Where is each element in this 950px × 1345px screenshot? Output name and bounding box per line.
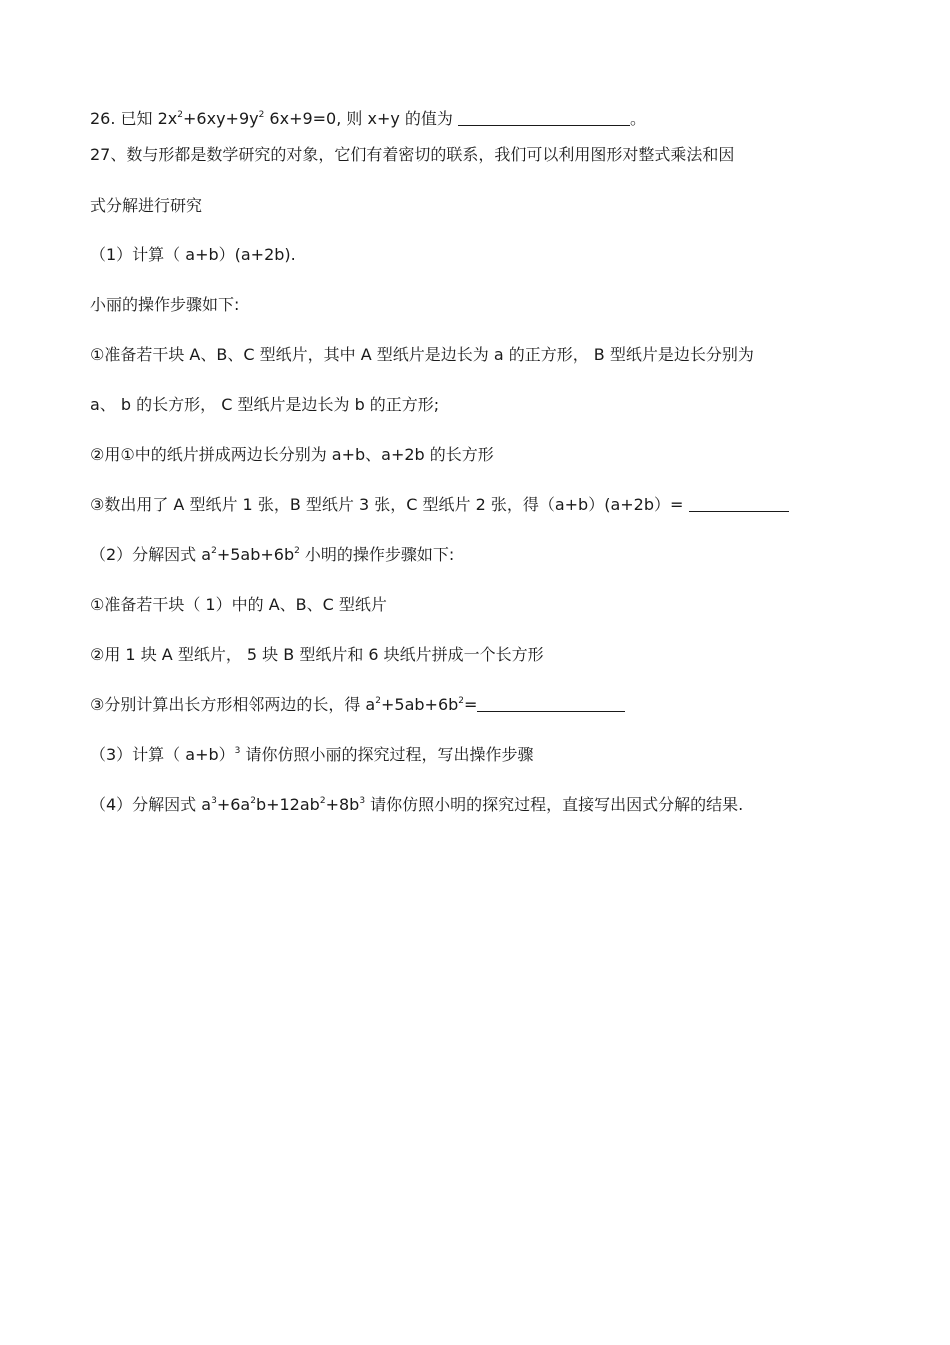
q26-prefix: 26. 已知 2x xyxy=(90,109,178,128)
q27-part2-step2: ②用 1 块 A 型纸片， 5 块 B 型纸片和 6 块纸片拼成一个长方形 xyxy=(90,645,544,664)
question-26 xyxy=(90,107,646,131)
q27-part2-title xyxy=(90,543,454,567)
q27-part2-answer-blank[interactable] xyxy=(477,697,625,712)
q27-part2-step3-a: ③分别计算出长方形相邻两边的长，得 a xyxy=(90,695,376,714)
q27-part3-exp: 3 xyxy=(234,746,241,756)
q27-part2-step3-exp1: 2 xyxy=(375,696,381,706)
q27-intro-line-1: 27、数与形都是数学研究的对象，它们有着密切的联系，我们可以利用图形对整式乘法和因 xyxy=(90,145,735,164)
q27-part3-text-b: 请你仿照小丽的探究过程，写出操作步骤 xyxy=(240,745,534,764)
q27-part2-title-exp1: 2 xyxy=(211,546,217,556)
q27-part4-exp2: 2 xyxy=(250,796,256,806)
q27-part1-title: （1）计算（ a+b）(a+2b). xyxy=(90,245,296,264)
q27-part2-title-c: 小明的操作步骤如下: xyxy=(299,545,455,564)
q26-answer-blank[interactable] xyxy=(458,111,630,126)
q27-part2-step1: ①准备若干块（ 1）中的 A、B、C 型纸片 xyxy=(90,595,387,614)
q27-part1-step1-line2: a、 b 的长方形， C 型纸片是边长为 b 的正方形; xyxy=(90,395,440,414)
q27-part4-text-e: 请你仿照小明的探究过程，直接写出因式分解的结果. xyxy=(365,795,744,814)
q27-part2-step3-c: = xyxy=(464,695,478,714)
q27-part1-steps-intro: 小丽的操作步骤如下: xyxy=(90,295,240,314)
q27-part4 xyxy=(90,793,743,817)
q27-part1-step3-text: ③数出用了 A 型纸片 1 张，B 型纸片 3 张，C 型纸片 2 张，得（a+b）(a+2b）= xyxy=(90,495,689,514)
q27-part4-exp1: 3 xyxy=(211,796,217,806)
q27-part2-step3-exp2: 2 xyxy=(458,696,465,706)
q27-part3 xyxy=(90,743,533,767)
q26-suffix: 。 xyxy=(630,109,647,128)
q27-part2-step3 xyxy=(90,693,625,717)
q27-part4-text-b: +6a xyxy=(216,795,251,814)
q26-middle-2: 6x+9=0, 则 x+y 的值为 xyxy=(264,109,459,128)
q26-middle-1: +6xy+9y xyxy=(183,109,259,128)
q27-part1-answer-blank[interactable] xyxy=(689,497,789,512)
q27-intro-line-2: 式分解进行研究 xyxy=(90,196,203,215)
q27-part2-title-exp2: 2 xyxy=(294,546,300,556)
q27-part1-step2: ②用①中的纸片拼成两边长分别为 a+b、a+2b 的长方形 xyxy=(90,445,494,464)
q27-part2-title-a: （2）分解因式 a xyxy=(90,545,212,564)
q27-part4-text-c: b+12ab xyxy=(255,795,320,814)
q26-exponent-2: 2 xyxy=(258,110,265,120)
q27-part3-text-a: （3）计算（ a+b） xyxy=(90,745,235,764)
q27-part1-step3 xyxy=(90,493,789,517)
q27-part2-title-b: +5ab+6b xyxy=(216,545,295,564)
q27-part2-step3-b: +5ab+6b xyxy=(380,695,459,714)
q26-exponent-1: 2 xyxy=(177,110,184,120)
q27-part1-step1-line1: ①准备若干块 A、B、C 型纸片，其中 A 型纸片是边长为 a 的正方形， B 型纸片是边长分别为 xyxy=(90,345,754,364)
q27-part4-text-d: +8b xyxy=(325,795,360,814)
q27-part4-text-a: （4）分解因式 a xyxy=(90,795,212,814)
q27-part4-exp3: 2 xyxy=(319,796,326,806)
q27-part4-exp4: 3 xyxy=(359,796,366,806)
